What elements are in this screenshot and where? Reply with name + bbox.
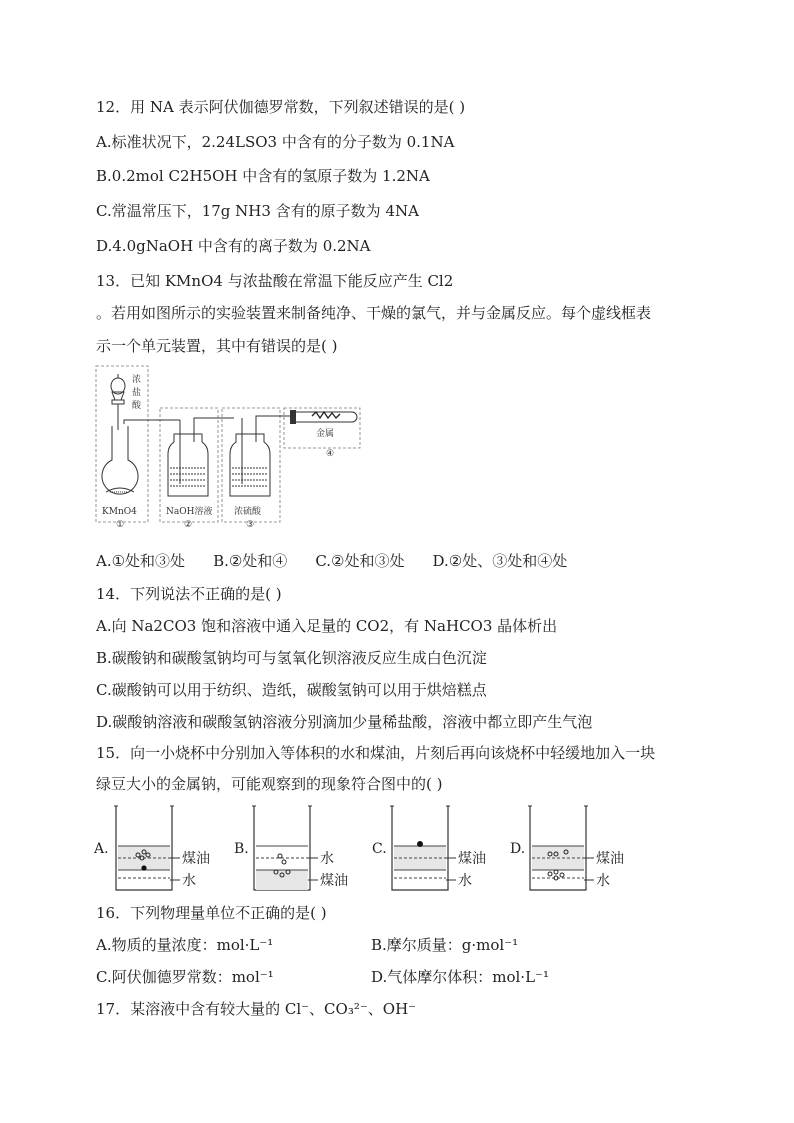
q15-stem-line2: 绿豆大小的金属钠，可能观察到的现象符合图中的( ) xyxy=(96,775,443,793)
beaker-a-letter: A. xyxy=(94,841,109,857)
q16-option-d: D.气体摩尔体积：mol·L⁻¹ xyxy=(371,968,549,986)
q14-option-d: D.碳酸钠溶液和碳酸氢钠溶液分别滴加少量稀盐酸，溶液中都立即产生气泡 xyxy=(96,713,593,731)
q16-option-a: A.物质的量浓度：mol·L⁻¹ xyxy=(96,936,274,954)
beaker-c-bottom: 水 xyxy=(458,873,472,889)
q13-option-c: C.②处和③处 xyxy=(315,552,405,570)
q12-option-a: A.标准状况下，2.24LSO3 中含有的分子数为 0.1NA xyxy=(96,133,455,151)
q16-stem: 16．下列物理量单位不正确的是( ) xyxy=(96,904,327,922)
apparatus-figure xyxy=(94,364,364,528)
q14-option-c: C.碳酸钠可以用于纺织、造纸，碳酸氢钠可以用于烘焙糕点 xyxy=(96,681,487,699)
q16-option-c: C.阿伏伽德罗常数：mol⁻¹ xyxy=(96,968,274,986)
q17-stem: 17．某溶液中含有较大量的 Cl⁻、CO₃²⁻、OH⁻ xyxy=(96,1000,417,1018)
beaker-d-top: 煤油 xyxy=(596,851,624,867)
beaker-a xyxy=(114,806,180,890)
q12-option-d: D.4.0gNaOH 中含有的离子数为 0.2NA xyxy=(96,237,371,255)
q13-option-b: B.②处和④ xyxy=(213,552,288,570)
label-conc-hcl-3: 酸 xyxy=(132,401,142,411)
beaker-b-bottom: 煤油 xyxy=(320,873,348,889)
q14-option-a: A.向 Na2CO3 饱和溶液中通入足量的 CO2，有 NaHCO3 晶体析出 xyxy=(96,617,558,635)
q16-option-b: B.摩尔质量：g·mol⁻¹ xyxy=(371,936,519,954)
label-n1: ① xyxy=(116,520,125,528)
beaker-b-letter: B. xyxy=(234,841,249,857)
beaker-b xyxy=(252,806,318,890)
beaker-c-letter: C. xyxy=(372,841,387,857)
q12-option-c: C.常温常压下，17g NH3 含有的原子数为 4NA xyxy=(96,202,419,220)
q13-options xyxy=(96,551,595,571)
q15-stem-line1: 15．向一小烧杯中分别加入等体积的水和煤油，片刻后再向该烧杯中轻缓地加入一块 xyxy=(96,744,656,762)
beaker-b-top: 水 xyxy=(320,851,334,867)
q14-stem: 14．下列说法不正确的是( ) xyxy=(96,585,282,603)
label-n4: ④ xyxy=(326,449,335,459)
label-n2: ② xyxy=(184,520,193,528)
beaker-d xyxy=(528,806,594,890)
label-kmno4: KMnO4 xyxy=(102,507,137,517)
beaker-c-top: 煤油 xyxy=(458,851,486,867)
q12-option-b: B.0.2mol C2H5OH 中含有的氢原子数为 1.2NA xyxy=(96,167,430,185)
label-h2so4: 浓硫酸 xyxy=(234,507,262,517)
q13-stem-line2: 。若用如图所示的实验装置来制备纯净、干燥的氯气，并与金属反应。每个虚线框表 xyxy=(96,304,652,322)
q12-stem: 12．用 NA 表示阿伏伽德罗常数，下列叙述错误的是( ) xyxy=(96,98,466,116)
label-n3: ③ xyxy=(246,520,255,528)
q13-option-a: A.①处和③处 xyxy=(96,552,186,570)
label-conc-hcl-1: 浓 xyxy=(132,375,142,385)
q13-stem-line1: 13．已知 KMnO4 与浓盐酸在常温下能反应产生 Cl2 xyxy=(96,272,454,290)
beaker-d-letter: D. xyxy=(510,841,526,857)
beaker-a-bottom: 水 xyxy=(182,873,196,889)
q13-stem-line3: 示一个单元装置，其中有错误的是( ) xyxy=(96,337,338,355)
label-naoh: NaOH溶液 xyxy=(166,507,213,517)
beaker-a-top: 煤油 xyxy=(182,851,210,867)
q13-option-d: D.②处、③处和④处 xyxy=(432,552,568,570)
beaker-options-figure xyxy=(94,800,634,896)
beaker-c xyxy=(390,806,456,890)
q14-option-b: B.碳酸钠和碳酸氢钠均可与氢氧化钡溶液反应生成白色沉淀 xyxy=(96,649,487,667)
label-conc-hcl-2: 盐 xyxy=(132,388,142,398)
label-metal: 金属 xyxy=(316,429,335,439)
beaker-d-bottom: 水 xyxy=(596,873,610,889)
